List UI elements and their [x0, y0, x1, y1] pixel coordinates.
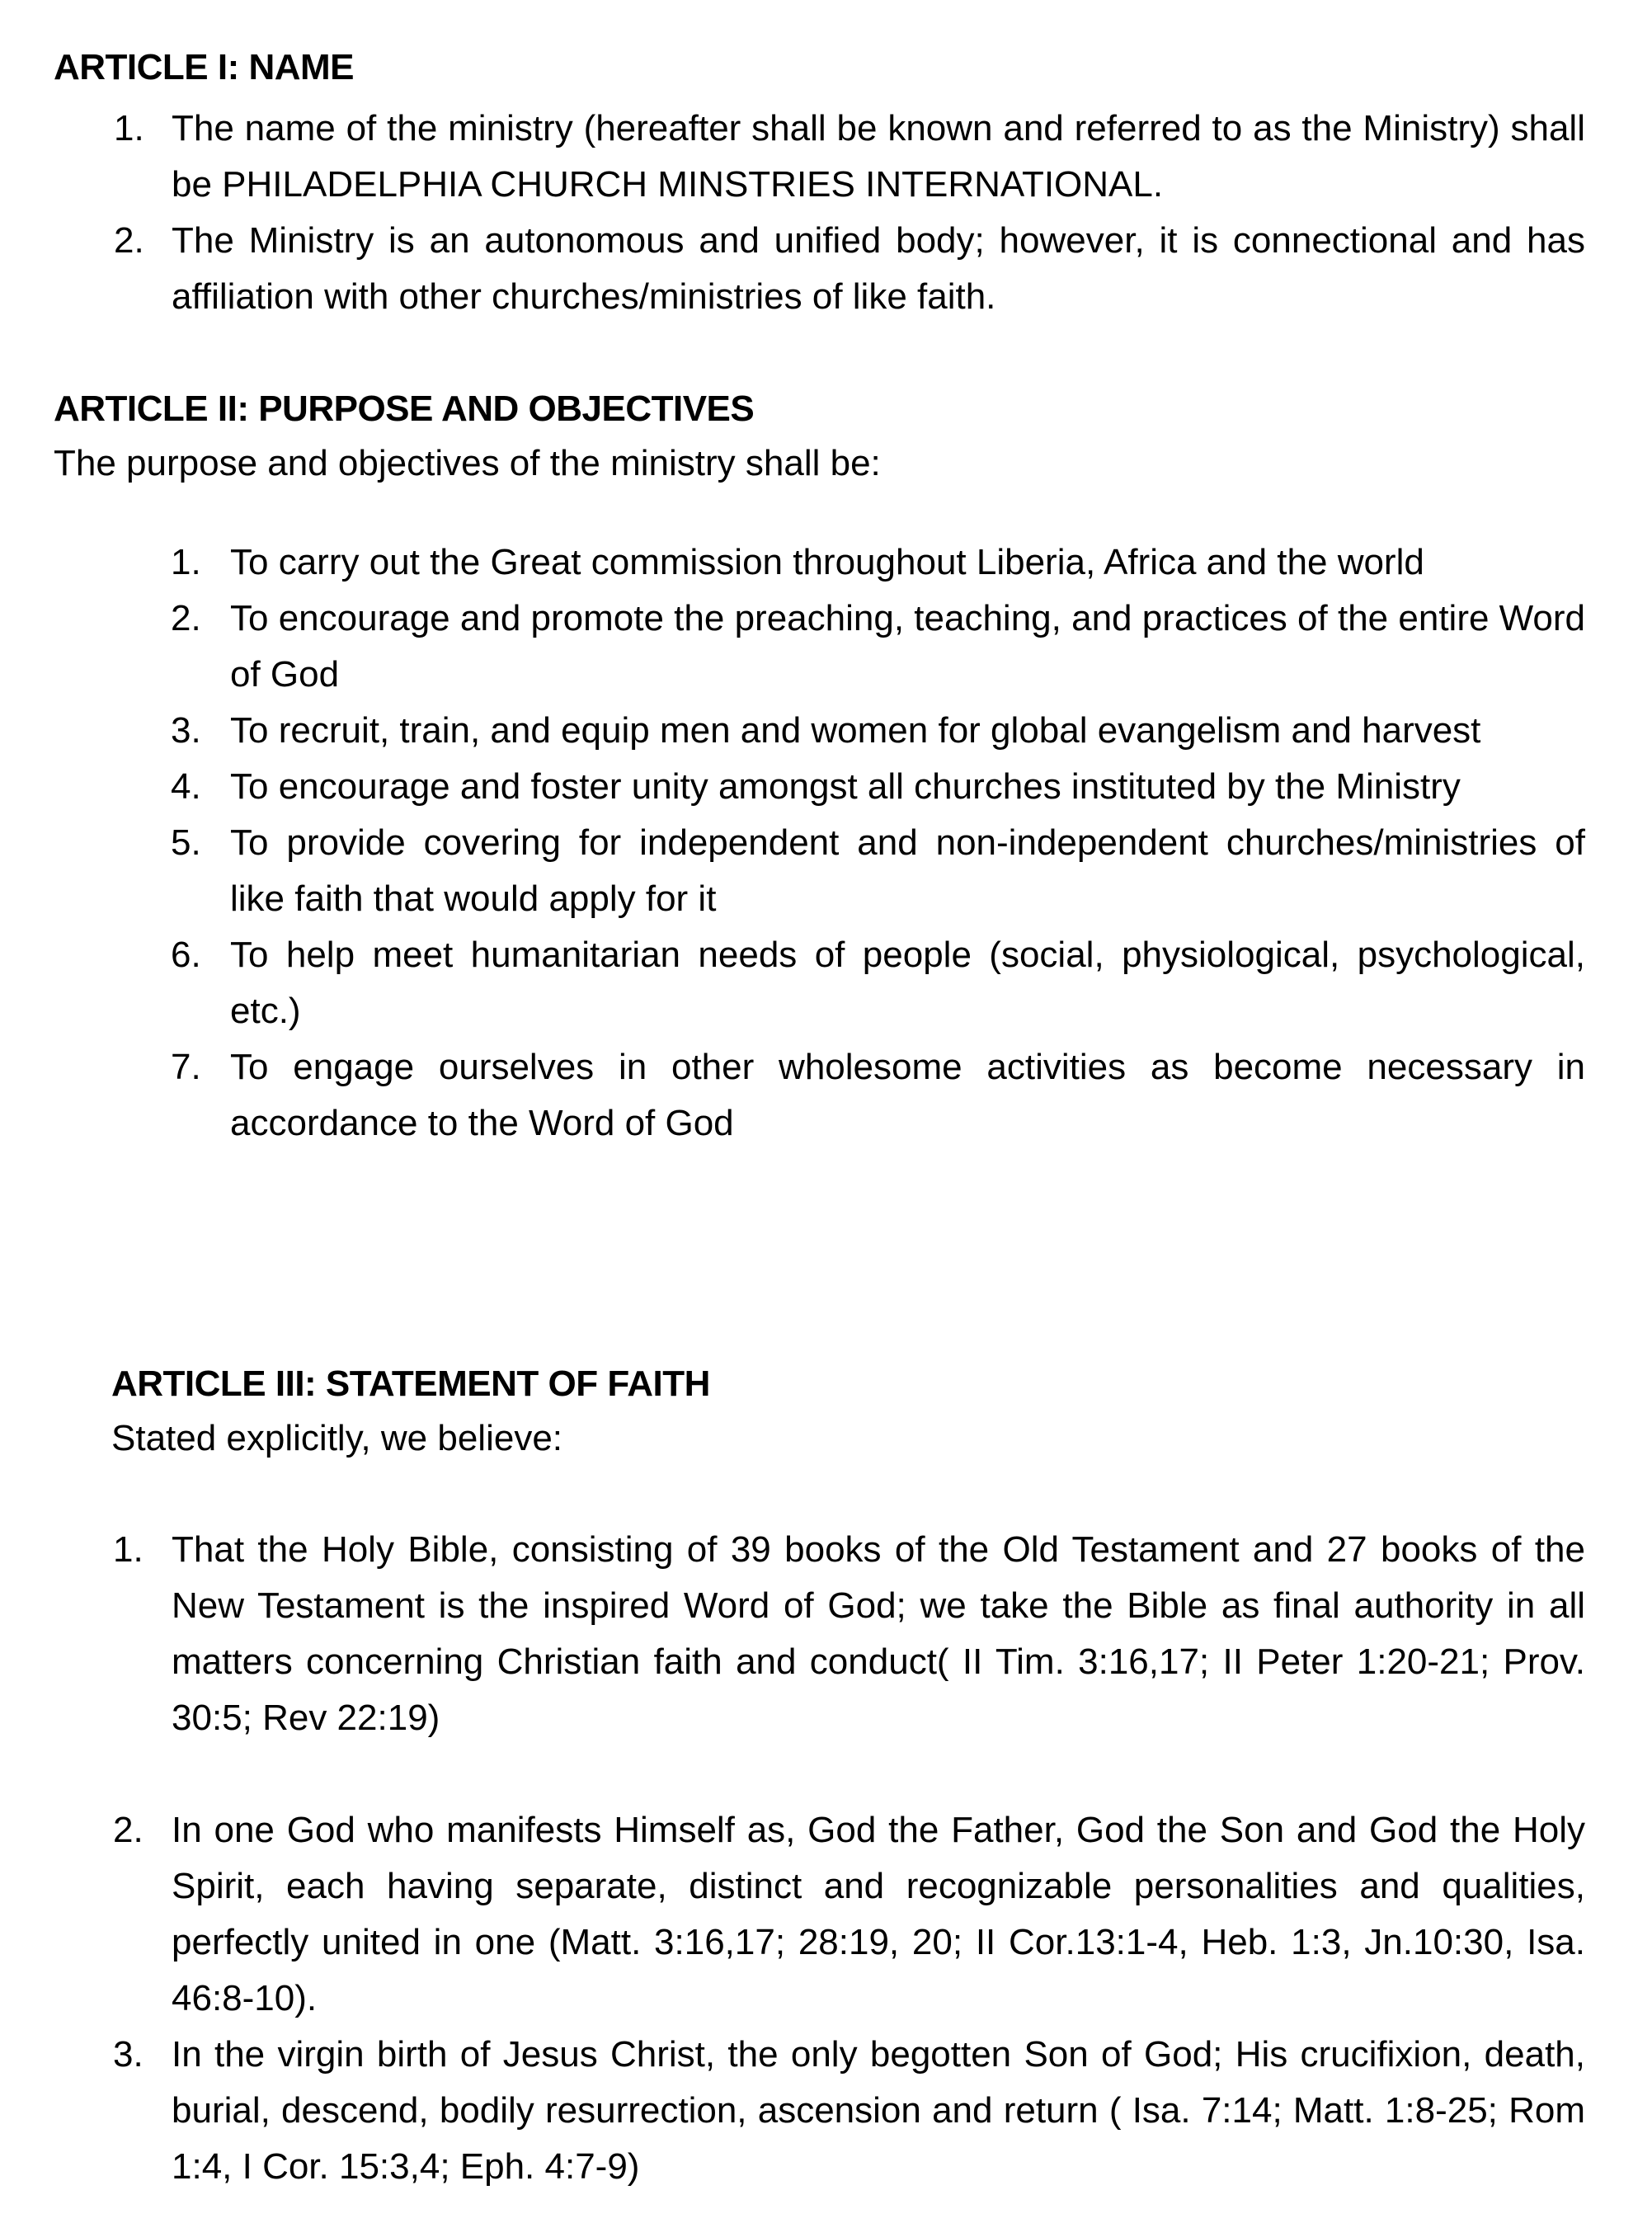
list-item-number: 1.	[114, 108, 144, 148]
list-item	[113, 2027, 1585, 2195]
list-item-text: To help meet humanitarian needs of people (social, physiological, psychological, etc.)	[230, 935, 1585, 1031]
list-item-text: To encourage and foster unity amongst all churches instituted by the Ministry	[230, 766, 1461, 807]
list-item-number: 5.	[171, 822, 201, 863]
list-item	[171, 535, 1585, 591]
list-item	[171, 1039, 1585, 1152]
list-item	[113, 1802, 1585, 2027]
article-2-list	[171, 535, 1585, 1152]
list-item-text: The name of the ministry (hereafter shall be known and referred to as the Ministry) shall be PHILADELPHIA CHURCH MINSTRIES INTERNATIONAL.	[172, 108, 1585, 205]
list-item	[171, 815, 1585, 927]
list-item	[171, 591, 1585, 703]
list-item-text: The Ministry is an autonomous and unified body; however, it is connectional and has affiliation with other churches/ministries of like faith.	[172, 220, 1585, 317]
list-item-number: 3.	[113, 2034, 144, 2075]
list-item-text: To provide covering for independent and non-independent churches/ministries of like faith that would apply for it	[230, 822, 1585, 919]
list-item-number: 4.	[171, 766, 201, 807]
list-item-number: 1.	[113, 1529, 144, 1570]
list-item	[113, 1522, 1585, 1746]
list-item-text: That the Holy Bible, consisting of 39 books of the Old Testament and 27 books of the New Testament is the inspired Word of God; we take the Bible as final authority in all matters concerning Christian faith and conduct( II Tim. 3:16,17; II Peter 1:20-21; Prov. 30:5; Rev 22:19)	[172, 1529, 1585, 1738]
list-item	[114, 101, 1585, 213]
list-item-number: 2.	[114, 220, 144, 261]
list-item-text: To recruit, train, and equip men and women for global evangelism and harvest	[230, 710, 1481, 751]
list-item-text: In one God who manifests Himself as, God the Father, God the Son and God the Holy Spirit, each having separate, distinct and recognizable personalities and qualities, perfectly united in one (Matt. 3:16,17; 28:19, 20; II Cor.13:1-4, Heb. 1:3, Jn.10:30, Isa. 46:8-10).	[172, 1810, 1585, 2018]
list-item	[171, 759, 1585, 815]
article-2-heading: ARTICLE II: PURPOSE AND OBJECTIVES	[54, 389, 755, 429]
list-item	[114, 213, 1585, 325]
article-3-heading: ARTICLE III: STATEMENT OF FAITH	[111, 1363, 710, 1404]
article-2-intro: The purpose and objectives of the ministry shall be:	[54, 443, 881, 483]
list-item-number: 7.	[171, 1047, 201, 1087]
article-3-intro: Stated explicitly, we believe:	[111, 1418, 563, 1458]
article-1-heading: ARTICLE I: NAME	[54, 47, 355, 87]
list-item	[171, 927, 1585, 1039]
list-item-text: In the virgin birth of Jesus Christ, the only begotten Son of God; His crucifixion, death, burial, descend, bodily resurrection, ascension and return ( Isa. 7:14; Matt. 1:8-25; Rom 1:4, I Cor. 15:3,4; Eph. 4:7-9)	[172, 2034, 1585, 2187]
list-item-number: 2.	[171, 598, 201, 638]
list-item	[171, 703, 1585, 759]
list-item-number: 2.	[113, 1810, 144, 1850]
list-item-text: To encourage and promote the preaching, teaching, and practices of the entire Word of God	[230, 598, 1585, 695]
article-3-list	[113, 1522, 1585, 2195]
list-item-text: To engage ourselves in other wholesome activities as become necessary in accordance to the Word of God	[230, 1047, 1585, 1143]
list-item-number: 1.	[171, 542, 201, 582]
list-item-number: 3.	[171, 710, 201, 751]
article-1-list	[114, 101, 1585, 325]
list-item-text: To carry out the Great commission throughout Liberia, Africa and the world	[230, 542, 1424, 582]
list-item-number: 6.	[171, 935, 201, 975]
